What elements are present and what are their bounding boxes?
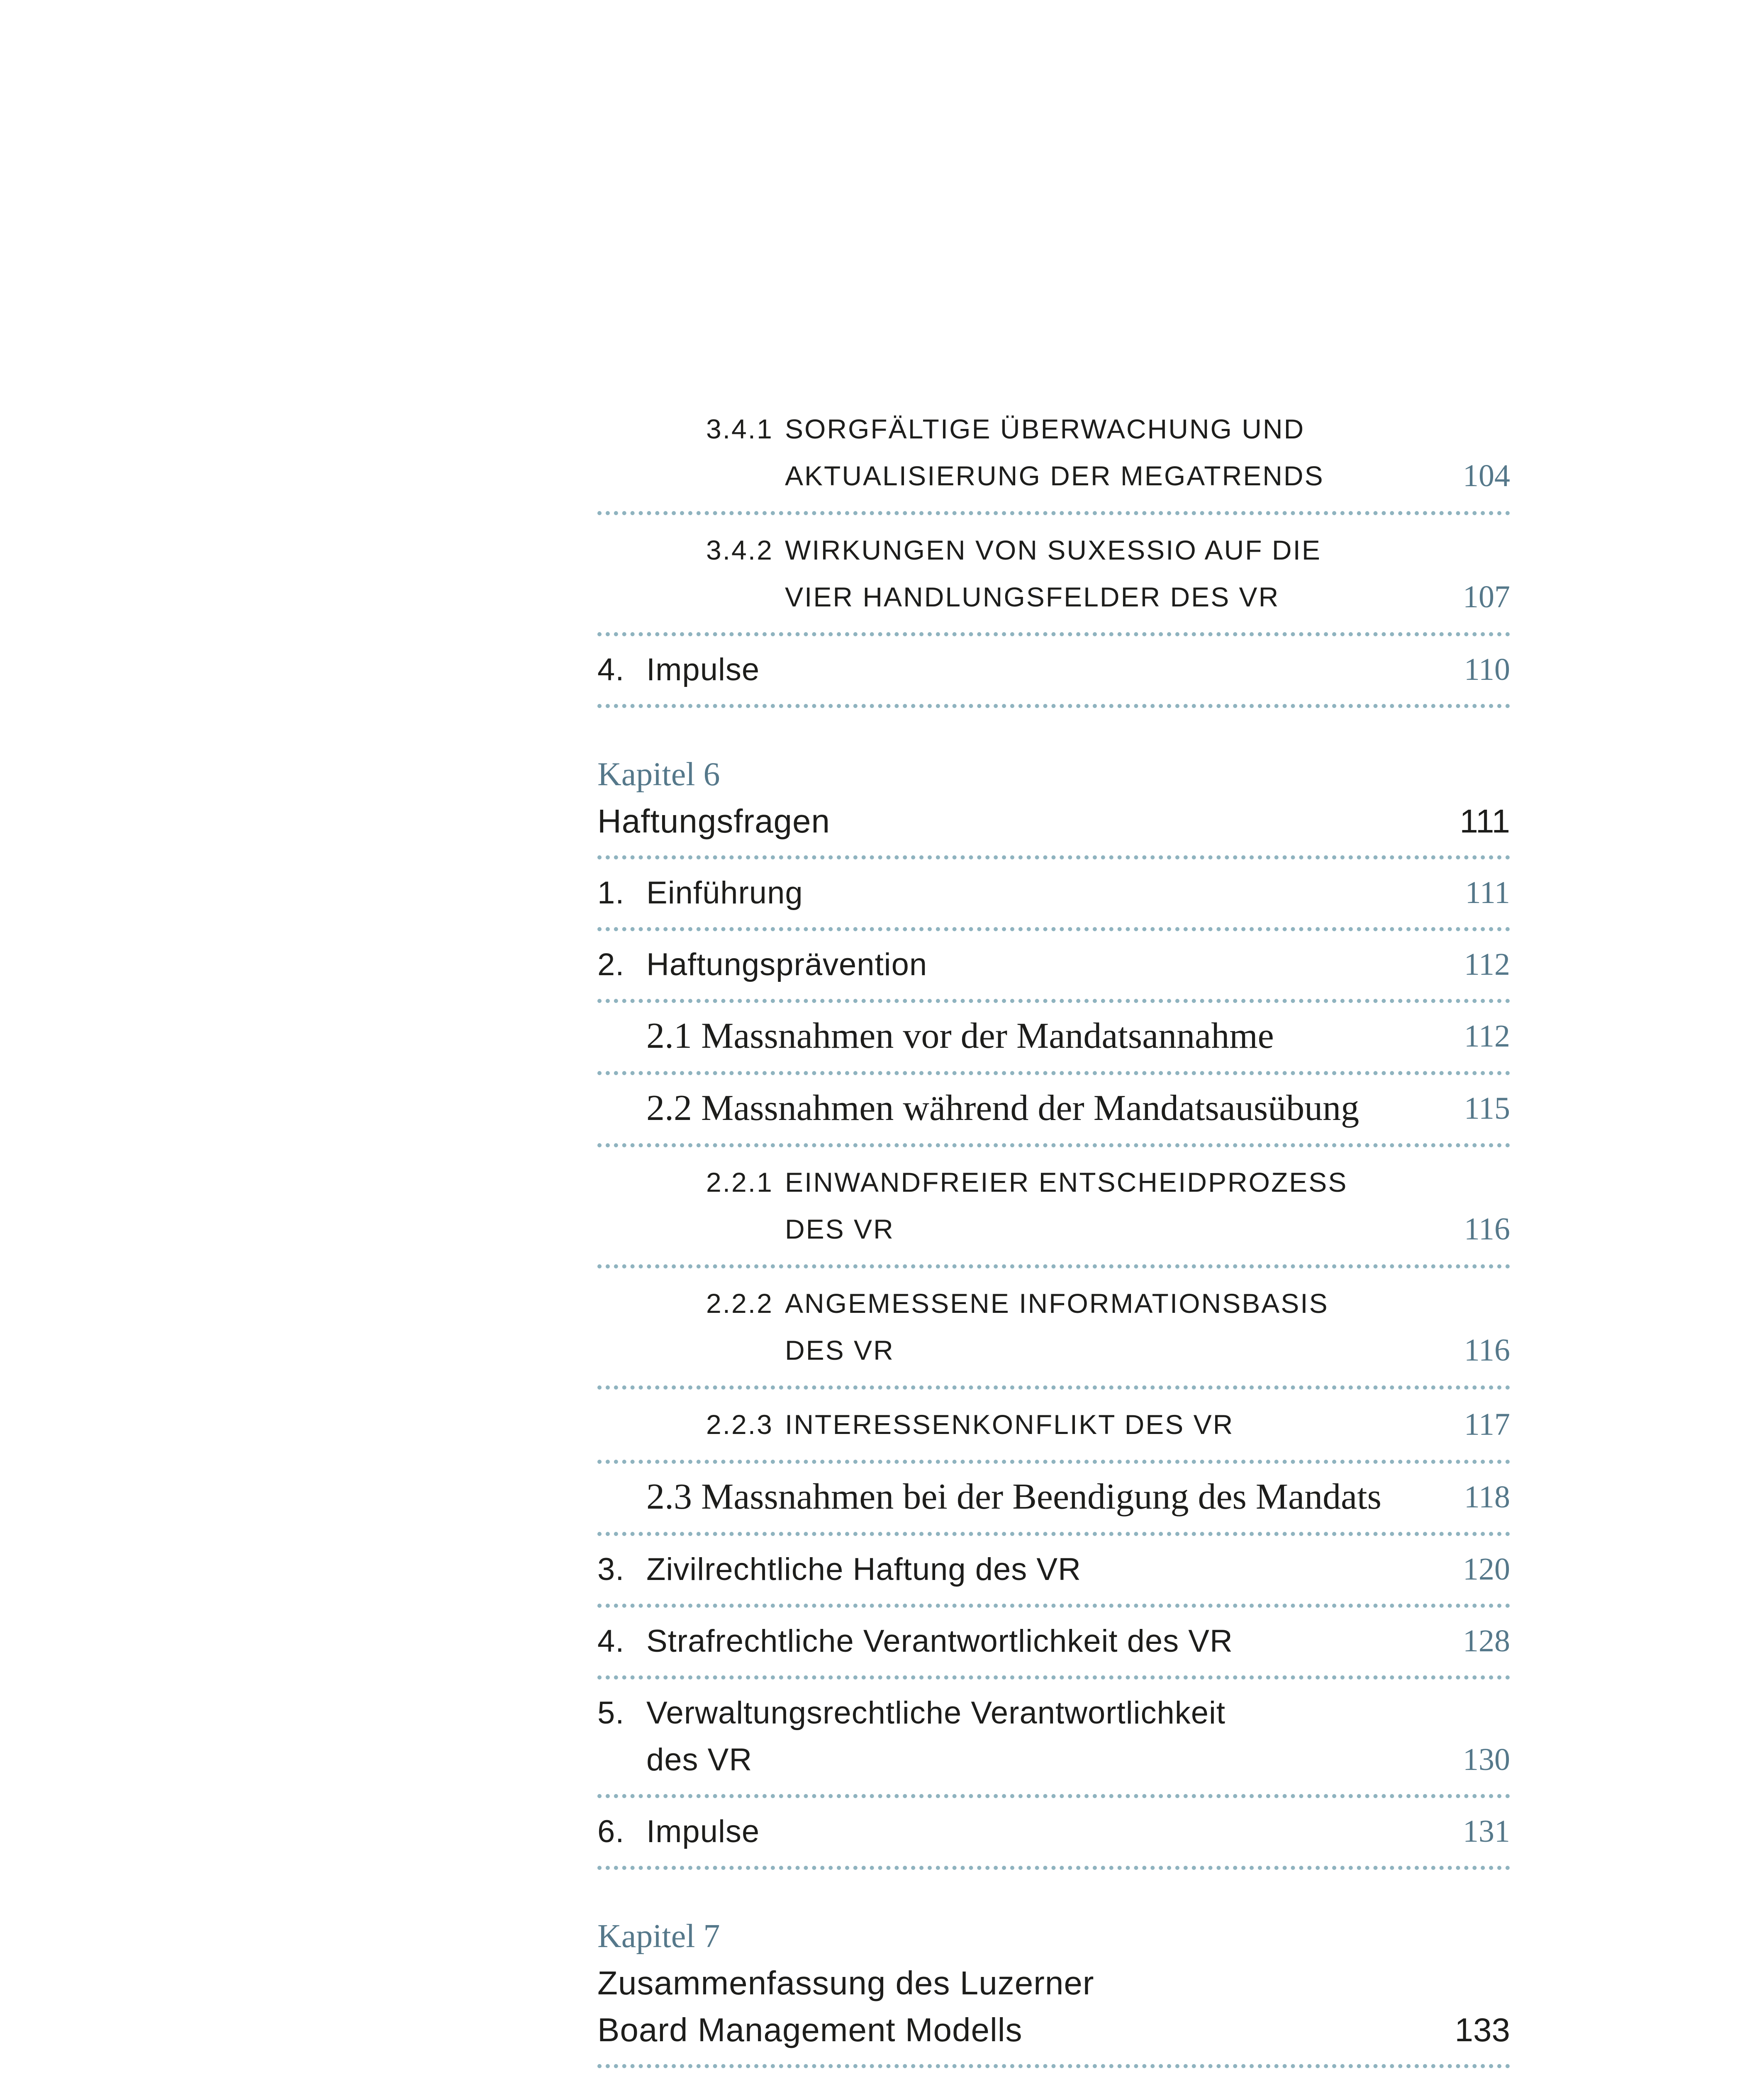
entry-page: 128 [1463,1624,1510,1658]
entry-number: 3. [597,1552,625,1587]
toc-entry-2-2-3 [597,1390,1510,1464]
toc-entry-2-2-2 [597,1268,1510,1390]
entry-page: 118 [1464,1480,1510,1514]
toc-entry-5 [597,1680,1510,1798]
toc-entry-3 [597,1536,1510,1608]
toc-entry-3-4-2 [597,515,1510,636]
toc-entry-2-3 [597,1464,1510,1536]
entry-number: 1. [597,875,625,910]
toc-entry-2 [597,931,1510,1003]
entry-page: 104 [1463,458,1510,493]
entry-title: Zivilrechtliche Haftung des VR [646,1552,1081,1587]
chapter-title-continued: Board Management Modells [597,2011,1023,2048]
entry-title: ANGEMESSENE INFORMATIONSBASIS [785,1288,1329,1319]
entry-title: Impulse [646,1814,760,1849]
toc-entry-impulse-ch5 [597,636,1510,708]
chapter-7-heading [597,1957,1510,2068]
entry-number: 4. [597,1624,625,1659]
entry-page: 120 [1463,1552,1510,1587]
entry-title: Einführung [646,875,803,910]
chapter-page: 111 [1459,803,1510,840]
entry-title-continued: DES VR [785,1335,894,1366]
chapter-title: Zusammenfassung des Luzerner [597,1964,1094,2001]
entry-title: 2.3 Massnahmen bei der Beendigung des Mandats [646,1477,1381,1517]
toc-entry-2-2 [597,1075,1510,1147]
entry-page: 131 [1463,1814,1510,1849]
entry-number: 5. [597,1695,625,1731]
entry-title: Haftungsprävention [646,947,928,982]
entry-title-continued: VIER HANDLUNGSFELDER DES VR [785,582,1280,612]
entry-title-continued: DES VR [785,1214,894,1244]
entry-title: SORGFÄLTIGE ÜBERWACHUNG UND [785,414,1305,444]
entry-number: 6. [597,1814,625,1849]
toc-entry-1 [597,859,1510,931]
entry-page: 116 [1464,1333,1510,1368]
entry-title: WIRKUNGEN VON SUXESSIO AUF DIE [785,535,1321,565]
entry-page: 107 [1463,579,1510,614]
table-of-contents [597,394,1510,2068]
entry-number: 3.4.1 [706,414,773,444]
chapter-title: Haftungsfragen [597,803,831,840]
toc-entry-6 [597,1798,1510,1870]
entry-number: 3.4.2 [706,535,773,565]
toc-entry-3-4-1 [597,394,1510,515]
entry-page: 130 [1463,1742,1510,1777]
entry-number: 2.2.1 [706,1167,773,1198]
entry-title: INTERESSENKONFLIKT DES VR [785,1409,1234,1440]
toc-entry-2-2-1 [597,1147,1510,1268]
entry-page: 111 [1465,875,1510,910]
entry-page: 116 [1464,1212,1510,1246]
chapter-page: 133 [1455,2011,1510,2048]
chapter-6-heading [597,795,1510,859]
entry-title: EINWANDFREIER ENTSCHEIDPROZESS [785,1167,1348,1198]
entry-page: 115 [1464,1091,1510,1126]
entry-page: 112 [1464,947,1510,982]
entry-number: 2.2.3 [706,1409,773,1440]
toc-entry-2-1 [597,1003,1510,1075]
chapter-7-label: Kapitel 7 [597,1918,720,1955]
entry-page: 110 [1464,652,1510,687]
entry-title-continued: des VR [646,1742,753,1777]
entry-title: Impulse [646,652,760,687]
entry-number: 4. [597,652,625,687]
entry-title: 2.2 Massnahmen während der Mandatsausübung [646,1088,1360,1128]
chapter-6-label: Kapitel 6 [597,756,720,793]
toc-entry-4 [597,1608,1510,1680]
entry-title: Strafrechtliche Verantwortlichkeit des VR [646,1624,1233,1659]
entry-title-continued: AKTUALISIERUNG DER MEGATRENDS [785,460,1324,491]
entry-page: 117 [1464,1407,1510,1442]
entry-title: 2.1 Massnahmen vor der Mandatsannahme [646,1016,1274,1056]
entry-title: Verwaltungsrechtliche Verantwortlichkeit [646,1695,1226,1731]
entry-number: 2.2.2 [706,1288,773,1319]
entry-number: 2. [597,947,625,982]
entry-page: 112 [1464,1019,1510,1054]
